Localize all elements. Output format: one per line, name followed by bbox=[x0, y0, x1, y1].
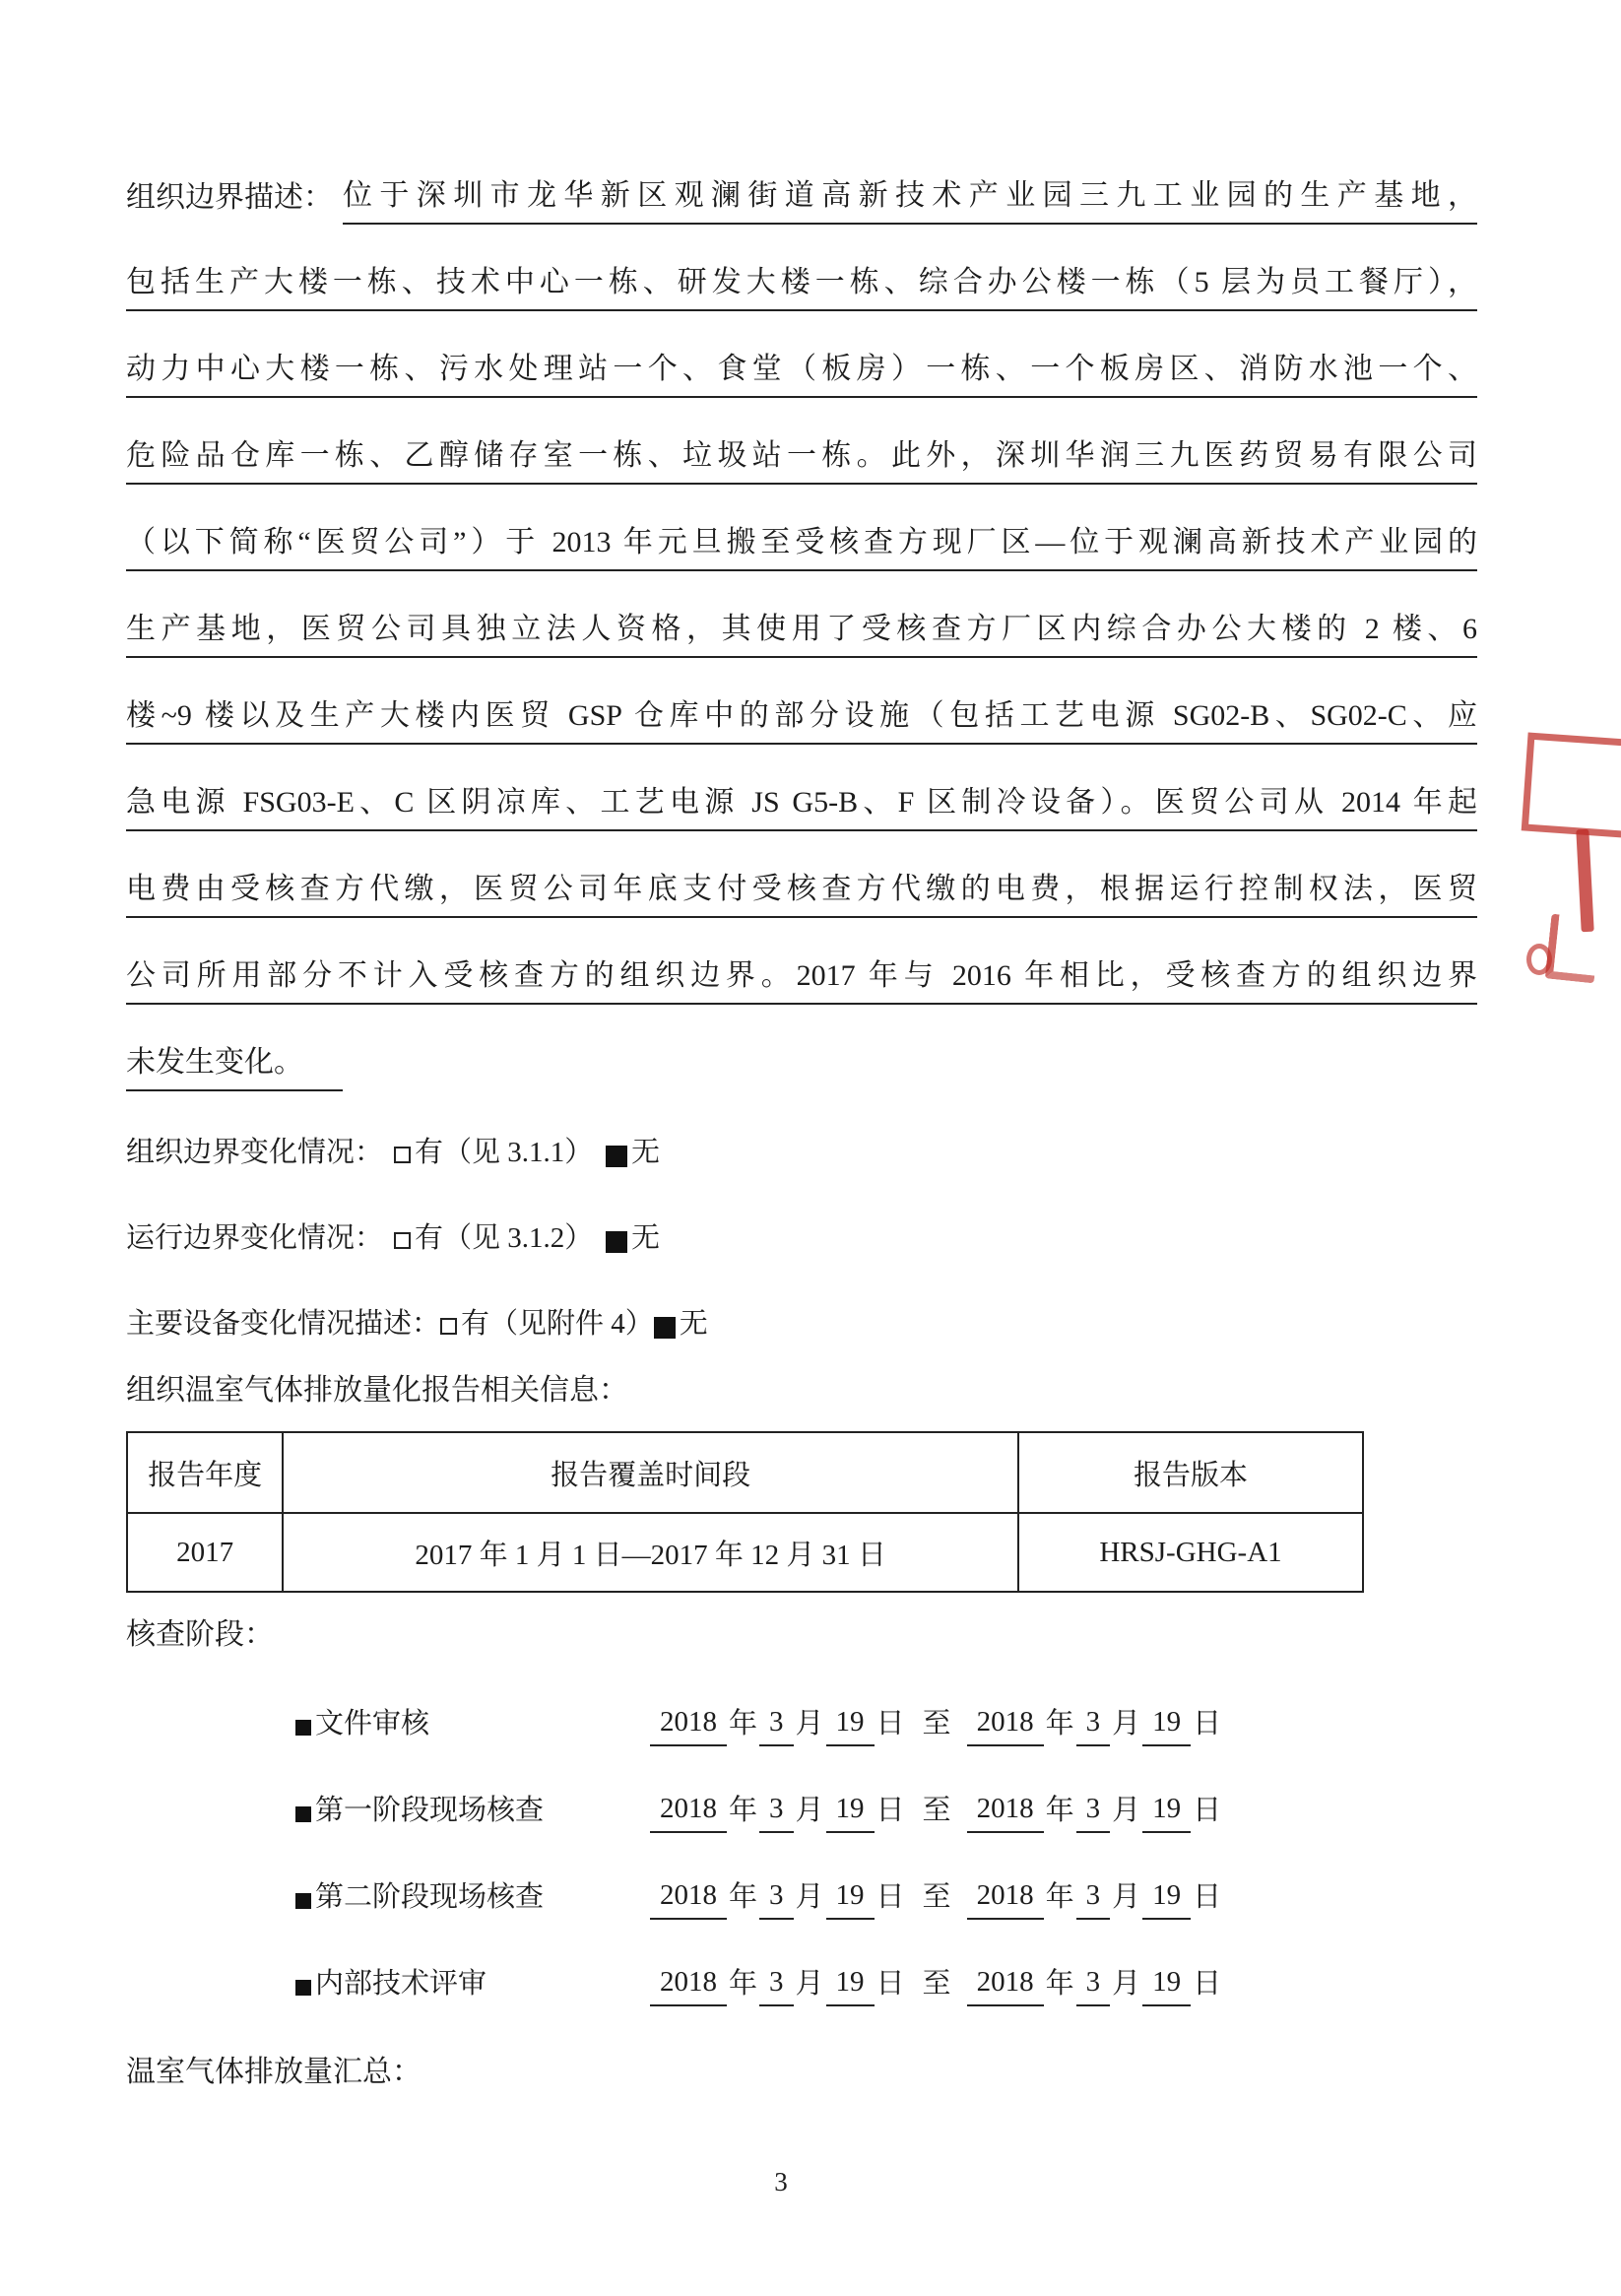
checkbox-checked-icon bbox=[606, 1231, 627, 1253]
stage-first-site-visit bbox=[295, 1746, 1477, 1833]
report-info-title: 组织温室气体排放量化报告相关信息： bbox=[126, 1374, 628, 1407]
option-yes bbox=[394, 1139, 606, 1177]
boundary-description-paragraph bbox=[126, 138, 1477, 1091]
stage-second-site-visit bbox=[295, 1833, 1477, 1920]
boundary-line-4: 危险品仓库一栋、乙醇储存室一栋、垃圾站一栋。此外，深圳华润三九医药贸易有限公司 bbox=[126, 398, 1477, 485]
cell-report-period: 2017 年 1 月 1 日—2017 年 12 月 31 日 bbox=[283, 1513, 1018, 1592]
stage-label: 第一阶段现场核查 bbox=[295, 1797, 650, 1833]
stage-internal-technical-review bbox=[295, 1920, 1477, 2006]
page-number: 3 bbox=[774, 2167, 788, 2197]
boundary-line-5: （以下简称“医贸公司”）于 2013 年元旦搬至受核查方现厂区—位于观澜高新技术产业园的 bbox=[126, 485, 1477, 571]
header-report-version: 报告版本 bbox=[1018, 1432, 1363, 1513]
square-bullet-icon bbox=[295, 1893, 311, 1909]
boundary-line-9: 电费由受核查方代缴，医贸公司年底支付受核查方代缴的电费，根据运行控制权法，医贸 bbox=[126, 831, 1477, 918]
stage-label: 内部技术评审 bbox=[295, 1970, 650, 2006]
checkbox-checked-icon bbox=[606, 1146, 627, 1167]
table-row bbox=[127, 1513, 1363, 1592]
header-report-year: 报告年度 bbox=[127, 1432, 283, 1513]
option-no-label: 无 bbox=[631, 1222, 661, 1254]
document-content bbox=[126, 138, 1477, 2087]
row-label: 主要设备变化情况描述： bbox=[126, 1308, 441, 1340]
row-label: 运行边界变化情况： bbox=[126, 1222, 384, 1254]
stage-label: 文件审核 bbox=[295, 1710, 650, 1746]
cell-report-year: 2017 bbox=[127, 1513, 283, 1592]
stages-list bbox=[295, 1660, 1477, 2006]
boundary-line-11: 未发生变化。 bbox=[126, 1005, 1477, 1091]
stage-dates: 2018 年 3 月 19 日 至 2018 年 3 月 19 日 bbox=[650, 1708, 1223, 1746]
red-stamp-fragment bbox=[1545, 914, 1601, 984]
report-info-table bbox=[126, 1431, 1364, 1593]
checkbox-unchecked-icon bbox=[394, 1232, 411, 1249]
option-no-label: 无 bbox=[631, 1137, 661, 1168]
red-stamp-fragment bbox=[1526, 944, 1552, 975]
option-yes-label: 有（见 3.1.2） bbox=[415, 1222, 594, 1254]
boundary-line-3: 动力中心大楼一栋、污水处理站一个、食堂（板房）一栋、一个板房区、消防水池一个、 bbox=[126, 311, 1477, 398]
square-bullet-icon bbox=[295, 1806, 311, 1822]
op-boundary-change-row bbox=[126, 1177, 1477, 1263]
table-header-row bbox=[127, 1432, 1363, 1513]
header-report-period: 报告覆盖时间段 bbox=[283, 1432, 1018, 1513]
checkbox-unchecked-icon bbox=[394, 1147, 411, 1163]
checkbox-checked-icon bbox=[654, 1317, 676, 1339]
square-bullet-icon bbox=[295, 1980, 311, 1996]
stage-dates: 2018 年 3 月 19 日 至 2018 年 3 月 19 日 bbox=[650, 1968, 1223, 2006]
boundary-label: 组织边界描述： bbox=[126, 181, 333, 214]
red-stamp-fragment bbox=[1576, 829, 1593, 933]
stage-dates: 2018 年 3 月 19 日 至 2018 年 3 月 19 日 bbox=[650, 1881, 1223, 1920]
option-yes bbox=[394, 1224, 606, 1263]
checkbox-unchecked-icon bbox=[440, 1318, 457, 1335]
org-boundary-change-row bbox=[126, 1091, 1477, 1177]
option-yes-label: 有（见附件 4） bbox=[461, 1308, 654, 1340]
red-stamp-fragment bbox=[1522, 733, 1621, 840]
change-status-section bbox=[126, 1091, 1477, 1348]
boundary-line-8: 急电源 FSG03-E、C 区阴凉库、工艺电源 JS G5-B、F 区制冷设备）。医贸公司从 2014 年起 bbox=[126, 745, 1477, 831]
option-no bbox=[606, 1224, 660, 1263]
boundary-line-10: 公司所用部分不计入受核查方的组织边界。2017 年与 2016 年相比，受核查方的组织边界 bbox=[126, 918, 1477, 1005]
boundary-line-6: 生产基地，医贸公司具独立法人资格，其使用了受核查方厂区内综合办公大楼的 2 楼、6 bbox=[126, 571, 1477, 658]
equipment-change-row bbox=[126, 1263, 1477, 1348]
row-label: 组织边界变化情况： bbox=[126, 1137, 384, 1168]
option-yes bbox=[440, 1310, 654, 1348]
square-bullet-icon bbox=[295, 1720, 311, 1736]
stage-label: 第二阶段现场核查 bbox=[295, 1883, 650, 1920]
option-no-label: 无 bbox=[679, 1308, 708, 1340]
option-yes-label: 有（见 3.1.1） bbox=[415, 1137, 594, 1168]
boundary-line-7: 楼~9 楼以及生产大楼内医贸 GSP 仓库中的部分设施（包括工艺电源 SG02-B、SG02-C、应 bbox=[126, 658, 1477, 745]
ghg-summary-title: 温室气体排放量汇总： bbox=[126, 2056, 421, 2088]
stage-document-review bbox=[295, 1660, 1477, 1746]
stages-title: 核查阶段： bbox=[126, 1618, 274, 1651]
boundary-line-1 bbox=[126, 138, 1477, 225]
stage-dates: 2018 年 3 月 19 日 至 2018 年 3 月 19 日 bbox=[650, 1795, 1223, 1833]
cell-report-version: HRSJ-GHG-A1 bbox=[1018, 1513, 1363, 1592]
boundary-text: 位于深圳市龙华新区观澜街道高新技术产业园三九工业园的生产基地， bbox=[343, 181, 1477, 225]
boundary-line-2: 包括生产大楼一栋、技术中心一栋、研发大楼一栋、综合办公楼一栋（5 层为员工餐厅）， bbox=[126, 225, 1477, 311]
option-no bbox=[606, 1139, 660, 1177]
option-no bbox=[654, 1310, 708, 1348]
